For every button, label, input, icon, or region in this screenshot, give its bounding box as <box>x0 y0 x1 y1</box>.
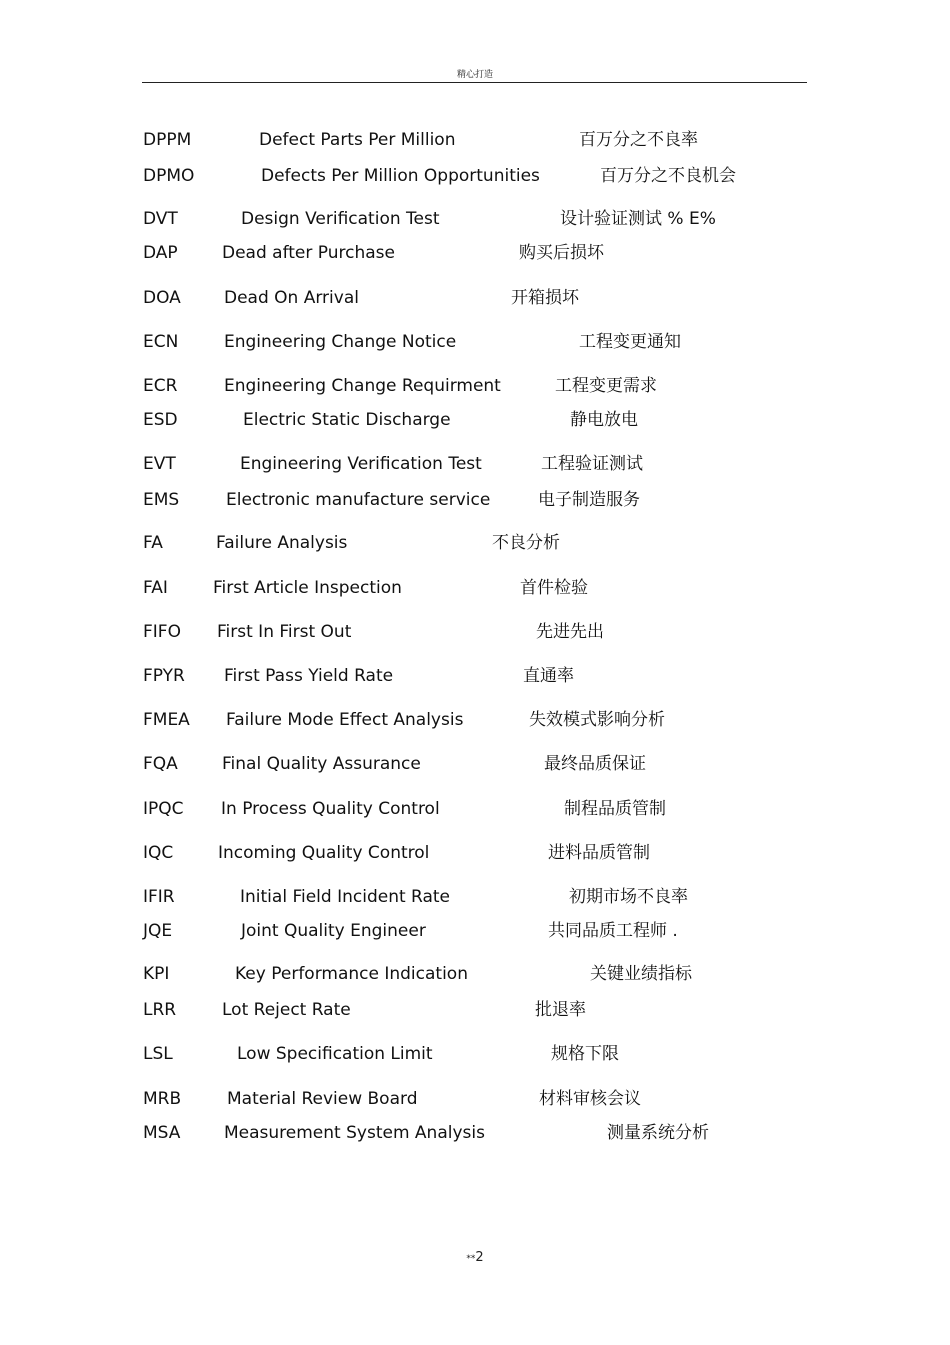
entry-abbreviation: EVT <box>143 454 176 474</box>
entry-english: Final Quality Assurance <box>222 754 421 774</box>
glossary-entry <box>0 919 950 943</box>
glossary-entry <box>0 1087 950 1111</box>
entry-english: Electronic manufacture service <box>226 490 491 510</box>
entry-english: Design Verification Test <box>241 209 440 229</box>
glossary-entry <box>0 164 950 188</box>
entry-abbreviation: FPYR <box>143 666 185 686</box>
entry-abbreviation: JQE <box>143 921 173 941</box>
entry-chinese: 批退率 <box>535 1000 586 1020</box>
entry-abbreviation: KPI <box>143 964 170 984</box>
entry-chinese: 百万分之不良机会 <box>600 166 736 186</box>
entry-chinese: 工程变更需求 <box>555 376 657 396</box>
entry-abbreviation: IFIR <box>143 887 175 907</box>
entry-english: Key Performance Indication <box>235 964 468 984</box>
glossary-entry <box>0 576 950 600</box>
entry-abbreviation: EMS <box>143 490 180 510</box>
entry-english: Lot Reject Rate <box>222 1000 351 1020</box>
glossary-entry <box>0 408 950 432</box>
glossary-entry <box>0 286 950 310</box>
entry-english: Initial Field Incident Rate <box>240 887 451 907</box>
entry-english: Electric Static Discharge <box>243 410 451 430</box>
glossary-entry <box>0 330 950 354</box>
entry-abbreviation: DVT <box>143 209 178 229</box>
entry-chinese: 不良分析 <box>492 533 560 553</box>
entry-english: Incoming Quality Control <box>218 843 430 863</box>
entry-abbreviation: IPQC <box>143 799 184 819</box>
entry-english: Measurement System Analysis <box>224 1123 485 1143</box>
entry-english: Defect Parts Per Million <box>259 130 456 150</box>
entry-chinese: 静电放电 <box>570 410 638 430</box>
glossary-entry <box>0 962 950 986</box>
page-header: 精心打造 <box>456 70 493 80</box>
glossary-entry <box>0 620 950 644</box>
entry-abbreviation: FIFO <box>143 622 181 642</box>
entry-abbreviation: FQA <box>143 754 178 774</box>
entry-chinese: 制程品质管制 <box>564 799 666 819</box>
entry-english: Defects Per Million Opportunities <box>261 166 540 186</box>
entry-abbreviation: LSL <box>143 1044 173 1064</box>
entry-abbreviation: MRB <box>143 1089 182 1109</box>
entry-chinese: 百万分之不良率 <box>579 130 698 150</box>
entry-english: First In First Out <box>217 622 352 642</box>
entry-abbreviation: ESD <box>143 410 178 430</box>
entry-abbreviation: FMEA <box>143 710 190 730</box>
header-rule <box>142 82 807 83</box>
entry-english: Dead after Purchase <box>222 243 395 263</box>
entry-english: Engineering Change Notice <box>224 332 457 352</box>
glossary-entry <box>0 664 950 688</box>
entry-chinese: 初期市场不良率 <box>569 887 688 907</box>
entry-abbreviation: IQC <box>143 843 174 863</box>
entry-english: Failure Analysis <box>216 533 348 553</box>
entry-chinese: 首件检验 <box>520 578 588 598</box>
glossary-entry <box>0 998 950 1022</box>
entry-chinese: 工程变更通知 <box>579 332 681 352</box>
entry-chinese: 电子制造服务 <box>538 490 640 510</box>
page-footer <box>0 1250 950 1265</box>
entry-chinese: 先进先出 <box>536 622 604 642</box>
glossary-entry <box>0 531 950 555</box>
glossary-entry <box>0 885 950 909</box>
entry-english: Failure Mode Effect Analysis <box>226 710 464 730</box>
entry-chinese: 进料品质管制 <box>548 843 650 863</box>
entry-english: Low Specification Limit <box>237 1044 433 1064</box>
entry-abbreviation: ECN <box>143 332 179 352</box>
footer-marks: ** <box>466 1254 476 1264</box>
glossary-entry <box>0 207 950 231</box>
entry-chinese: 测量系统分析 <box>607 1123 709 1143</box>
glossary-entry <box>0 752 950 776</box>
entry-english: First Pass Yield Rate <box>224 666 394 686</box>
entry-chinese: 直通率 <box>523 666 574 686</box>
entry-chinese: 关键业绩指标 <box>590 964 692 984</box>
entry-abbreviation: FAI <box>143 578 168 598</box>
entry-chinese: 设计验证测试 % E% <box>560 209 716 229</box>
glossary-entry <box>0 1121 950 1145</box>
entry-chinese: 失效模式影响分析 <box>529 710 665 730</box>
entry-english: Material Review Board <box>227 1089 418 1109</box>
glossary-entry <box>0 374 950 398</box>
entry-chinese: 最终品质保证 <box>544 754 646 774</box>
glossary-entry <box>0 1042 950 1066</box>
entry-english: Engineering Verification Test <box>240 454 482 474</box>
entry-abbreviation: DAP <box>143 243 178 263</box>
entry-abbreviation: DPPM <box>143 130 192 150</box>
page-number: 2 <box>475 1250 484 1265</box>
glossary-entry <box>0 241 950 265</box>
entry-chinese: 购买后损坏 <box>519 243 604 263</box>
entry-chinese: 材料审核会议 <box>539 1089 641 1109</box>
glossary-entry <box>0 708 950 732</box>
entry-abbreviation: FA <box>143 533 163 553</box>
entry-english: Joint Quality Engineer <box>241 921 426 941</box>
entry-chinese: 规格下限 <box>551 1044 619 1064</box>
entry-chinese: 工程验证测试 <box>541 454 643 474</box>
entry-abbreviation: MSA <box>143 1123 181 1143</box>
glossary-entry <box>0 128 950 152</box>
entry-abbreviation: LRR <box>143 1000 177 1020</box>
glossary-entry <box>0 797 950 821</box>
entry-chinese: 共同品质工程师 . <box>548 921 678 941</box>
glossary-entry <box>0 488 950 512</box>
glossary-entry <box>0 841 950 865</box>
glossary-entry <box>0 452 950 476</box>
entry-english: In Process Quality Control <box>221 799 440 819</box>
entry-abbreviation: ECR <box>143 376 178 396</box>
entry-abbreviation: DOA <box>143 288 181 308</box>
entry-english: Engineering Change Requirment <box>224 376 501 396</box>
entry-english: First Article Inspection <box>213 578 402 598</box>
entry-english: Dead On Arrival <box>224 288 359 308</box>
entry-abbreviation: DPMO <box>143 166 195 186</box>
entry-chinese: 开箱损坏 <box>511 288 579 308</box>
